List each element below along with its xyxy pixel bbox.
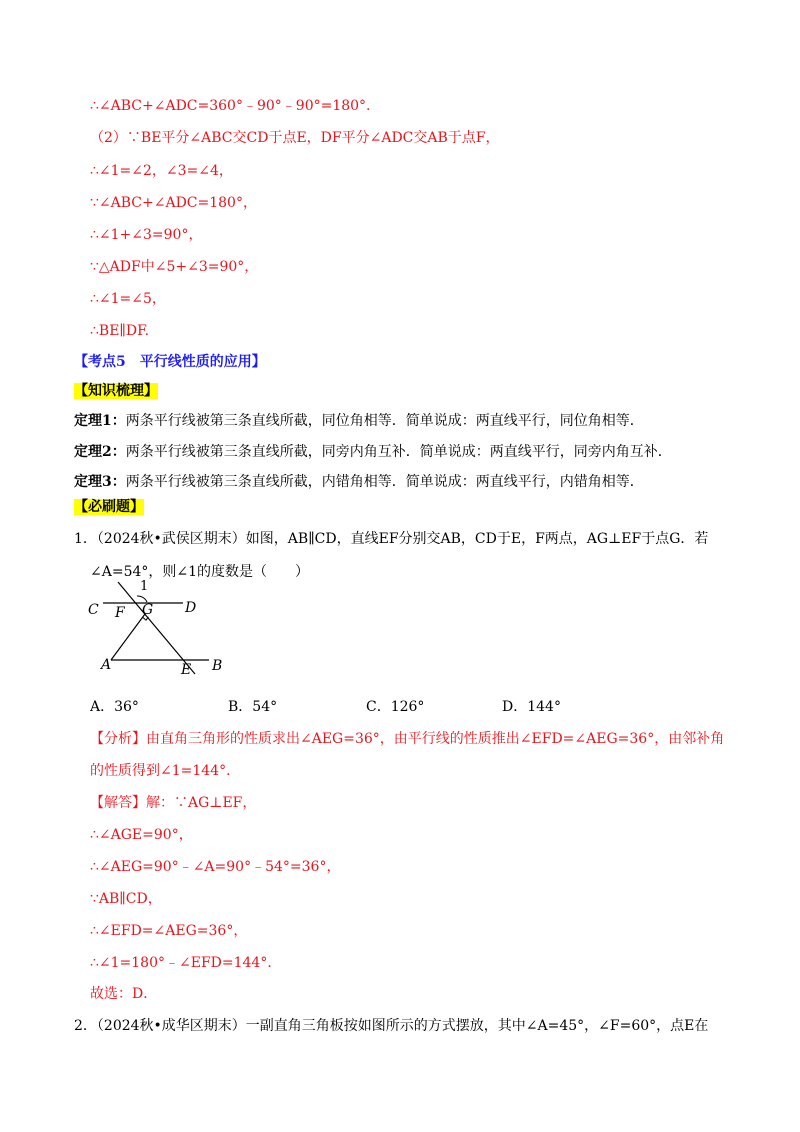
question-1-line1: 1．（2024秋•武侯区期末）如图，AB∥CD，直线EF分别交AB，CD于E，F两点，AG⊥EF于点G．若 — [74, 531, 709, 547]
option-a: A．36° — [90, 699, 139, 715]
section-heading: 【考点5 平行线性质的应用】 — [74, 354, 266, 370]
answer-line: ∵AB∥CD， — [90, 891, 162, 907]
solution-line: ∴∠1=∠2，∠3=∠4， — [90, 163, 233, 179]
label-f: F — [115, 605, 125, 621]
label-g: G — [142, 602, 154, 618]
solution-line: ∴∠1+∠3=90°， — [90, 227, 203, 243]
analysis-line2: 的性质得到∠1=144°． — [90, 763, 241, 779]
solution-line: ∴∠ABC+∠ADC=360°﹣90°﹣90°=180°. — [90, 98, 371, 114]
label-a: A — [101, 657, 112, 673]
label-b: B — [212, 658, 223, 674]
solution-line: ∵∠ABC+∠ADC=180°， — [90, 195, 257, 211]
solution-line: ∴BE∥DF. — [90, 323, 150, 339]
question-2-line1: 2．（2024秋•成华区期末）一副直角三角板按如图所示的方式摆放，其中∠A=45°，∠F=60°，点E在 — [74, 1018, 709, 1034]
question-1-line2: ∠A=54°，则∠1的度数是（ ） — [90, 564, 310, 580]
label-1: 1 — [140, 579, 149, 594]
label-e: E — [181, 662, 192, 677]
analysis-line1: 【分析】由直角三角形的性质求出∠AEG=36°，由平行线的性质推出∠EFD=∠AEG=36°，由邻补角 — [90, 731, 725, 747]
geometry-figure — [85, 577, 235, 677]
theorem-2: 定理2：两条平行线被第三条直线所截，同旁内角互补．简单说成：两直线平行，同旁内角互补． — [74, 444, 672, 460]
answer-line: 【解答】解：∵AG⊥EF， — [90, 795, 257, 811]
answer-line: 故选：D． — [90, 986, 158, 1002]
option-d: D．144° — [502, 699, 561, 715]
solution-line: ∴∠1=∠5， — [90, 291, 166, 307]
answer-line: ∴∠EFD=∠AEG=36°， — [90, 923, 248, 939]
option-b: B．54° — [228, 699, 278, 715]
option-c: C．126° — [366, 699, 425, 715]
solution-line: （2）∵BE平分∠ABC交CD于点E，DF平分∠ADC交AB于点F， — [90, 130, 500, 146]
knowledge-label: 【知识梳理】 — [74, 383, 158, 399]
label-c: C — [88, 602, 99, 618]
label-d: D — [185, 600, 197, 616]
theorem-1: 定理1：两条平行线被第三条直线所截，同位角相等．简单说成：两直线平行，同位角相等． — [74, 413, 644, 429]
solution-line: ∵△ADF中∠5+∠3=90°， — [90, 259, 259, 275]
answer-line: ∴∠1=180°﹣∠EFD=144°． — [90, 955, 282, 971]
theorem-3: 定理3：两条平行线被第三条直线所截，内错角相等．简单说成：两直线平行，内错角相等． — [74, 474, 644, 490]
must-do-label: 【必刷题】 — [74, 499, 144, 515]
answer-line: ∴∠AGE=90°， — [90, 827, 193, 843]
answer-line: ∴∠AEG=90°﹣∠A=90°﹣54°=36°， — [90, 859, 341, 875]
